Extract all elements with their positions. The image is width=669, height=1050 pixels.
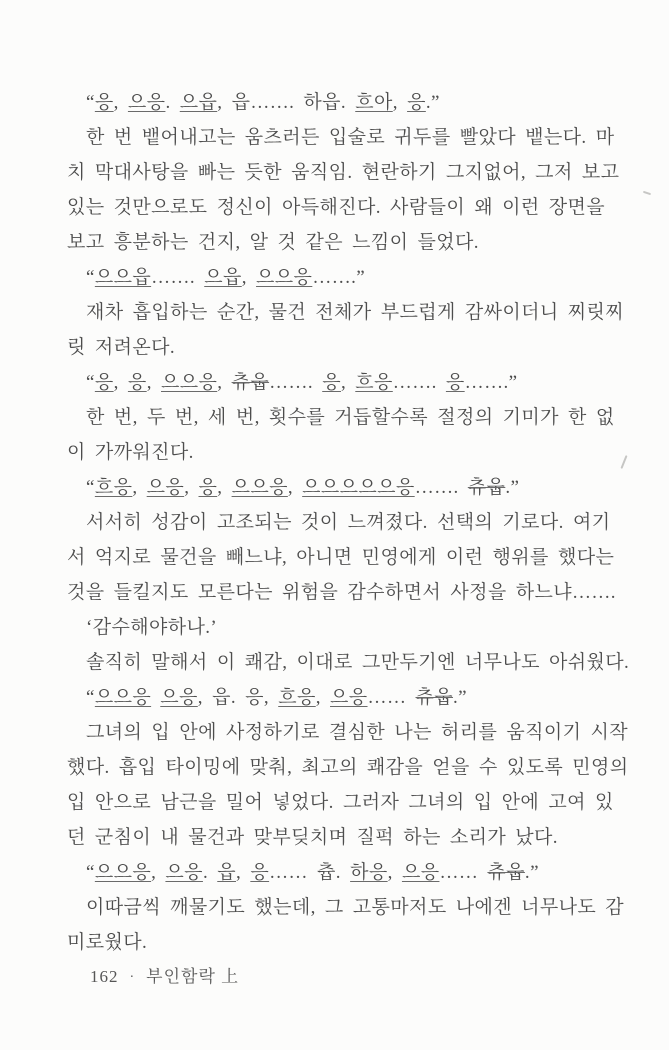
- text-line: [67, 540, 615, 575]
- emphasized-text: 츄웁: [415, 687, 454, 708]
- text-segment: ,: [287, 477, 303, 498]
- text-segment: ,: [151, 862, 166, 883]
- text-segment: “: [86, 92, 95, 113]
- page-footer: [90, 966, 239, 989]
- book-title: 부인함락 上: [146, 967, 240, 986]
- page-text: [67, 85, 630, 960]
- text-line: [67, 505, 615, 540]
- text-segment: …….: [392, 372, 446, 393]
- text-segment: ……: [439, 862, 488, 883]
- text-segment: .”: [524, 862, 539, 883]
- text-line: [67, 470, 615, 505]
- emphasized-text: 응: [407, 92, 426, 113]
- emphasized-text: 으응: [330, 687, 368, 708]
- text-line: [67, 855, 615, 890]
- emphasized-text: 으응: [127, 92, 166, 113]
- text-segment: ,: [113, 372, 128, 393]
- emphasized-text: 응: [250, 862, 270, 883]
- text-segment: ,: [387, 862, 402, 883]
- text-segment: .”: [505, 477, 520, 498]
- text-segment: 솔직히 말해서 이 쾌감, 이대로 그만두기엔 너무나도 아쉬웠다.: [86, 652, 630, 673]
- text-segment: ,: [184, 477, 199, 498]
- emphasized-text: 응: [127, 372, 147, 393]
- emphasized-text: 으응: [165, 862, 203, 883]
- text-line: [67, 190, 615, 225]
- text-segment: …….: [269, 372, 323, 393]
- text-segment: 있는 것만으로도 정신이 아득해진다. 사람들이 왜 이런 장면을: [67, 197, 606, 218]
- text-segment: , 읍……. 하읍.: [217, 92, 356, 113]
- text-line: [67, 715, 629, 750]
- emphasized-text: 으읍: [179, 92, 218, 113]
- text-line: [67, 400, 615, 435]
- emphasized-text: 흐아: [355, 92, 393, 113]
- emphasized-text: 으으읍: [94, 267, 152, 288]
- emphasized-text: 으으응: [231, 477, 288, 498]
- emphasized-text: 츄웁: [231, 372, 270, 393]
- emphasized-text: 흐응: [278, 687, 316, 708]
- text-segment: , 읍. 응,: [197, 687, 279, 708]
- text-line: [67, 435, 615, 470]
- text-segment: 재차 흡입하는 순간, 물건 전체가 부드럽게 감싸이더니 찌릿찌: [86, 302, 625, 323]
- text-line: [67, 225, 615, 260]
- emphasized-text: 응: [94, 372, 114, 393]
- text-segment: 이따금씩 깨물기도 했는데, 그 고통마저도 나에겐 너무나도 감: [86, 897, 625, 918]
- text-segment: 했다. 흡입 타이밍에 맞춰, 최고의 쾌감을 얻을 수 있도록 민영의: [67, 757, 629, 778]
- text-line: [67, 925, 615, 960]
- text-line: [67, 365, 615, 400]
- emphasized-text: 으으응: [256, 267, 313, 288]
- text-segment: …… 츕.: [269, 862, 351, 883]
- emphasized-text: 으응: [146, 477, 185, 498]
- text-segment: ,: [392, 92, 408, 113]
- text-segment: ,: [315, 687, 331, 708]
- scan-artifact: [620, 455, 627, 469]
- text-segment: “: [86, 267, 95, 288]
- text-segment: .”: [453, 687, 467, 708]
- text-segment: ……: [367, 687, 416, 708]
- footer-separator: ·: [129, 970, 136, 985]
- text-segment: 던 군침이 내 물건과 맞부딪치며 질퍽 하는 소리가 났다.: [67, 827, 558, 848]
- text-line: [67, 155, 620, 190]
- text-segment: …….: [151, 267, 205, 288]
- emphasized-text: 으으응: [94, 687, 152, 708]
- text-line: [67, 610, 615, 645]
- emphasized-text: 응: [94, 92, 114, 113]
- emphasized-text: 츄웁: [487, 862, 525, 883]
- emphasized-text: 응: [322, 372, 341, 393]
- emphasized-text: 으으응: [94, 862, 152, 883]
- text-line: [67, 820, 615, 855]
- text-segment: 그녀의 입 안에 사정하기로 결심한 나는 허리를 움직이기 시작: [86, 722, 629, 743]
- text-line: [67, 750, 629, 785]
- text-segment: 보고 흥분하는 건지, 알 것 같은 느낌이 들었다.: [67, 232, 479, 253]
- text-line: [67, 85, 615, 120]
- text-segment: .”: [425, 92, 440, 113]
- emphasized-text: 으응: [160, 687, 198, 708]
- text-line: [67, 120, 615, 155]
- text-segment: ,: [241, 267, 257, 288]
- emphasized-text: 응: [445, 372, 465, 393]
- text-segment: 치 막대사탕을 빠는 듯한 움직임. 현란하기 그지없어, 그저 보고: [67, 162, 620, 183]
- emphasized-text: 흐응: [355, 372, 393, 393]
- text-line: [67, 295, 625, 330]
- text-segment: 서 억지로 물건을 빼느냐, 아니면 민영에게 이런 행위를 했다는: [67, 547, 615, 568]
- text-segment: .: [165, 92, 180, 113]
- text-segment: 입 안으로 남근을 밀어 넣었다. 그러자 그녀의 입 안에 고여 있: [67, 792, 614, 813]
- text-segment: “: [86, 372, 95, 393]
- text-segment: .: [202, 862, 218, 883]
- text-segment: “: [86, 477, 95, 498]
- emphasized-text: 흐응: [94, 477, 133, 498]
- text-line: [67, 645, 630, 680]
- page-number: 162: [90, 967, 119, 986]
- text-segment: 이 가까워진다.: [67, 442, 194, 463]
- text-segment: ,: [236, 862, 251, 883]
- text-line: [67, 330, 615, 365]
- text-segment: ,: [217, 372, 232, 393]
- emphasized-text: 응: [198, 477, 218, 498]
- text-segment: …….: [414, 477, 468, 498]
- emphasized-text: 하응: [350, 862, 388, 883]
- text-segment: ,: [113, 92, 128, 113]
- text-segment: 한 번, 두 번, 세 번, 횟수를 거듭할수록 절정의 기미가 한 없: [86, 407, 615, 428]
- text-line: [67, 575, 615, 610]
- text-line: [67, 890, 625, 925]
- emphasized-text: 츄웁: [467, 477, 506, 498]
- text-segment: …….”: [312, 267, 366, 288]
- text-segment: ‘감수해야하나.’: [86, 617, 218, 638]
- text-segment: ,: [340, 372, 356, 393]
- emphasized-text: 으으으으으응: [302, 477, 415, 498]
- emphasized-text: 으응: [401, 862, 440, 883]
- text-segment: [151, 687, 160, 708]
- text-segment: ,: [146, 372, 161, 393]
- scan-artifact: [643, 191, 651, 195]
- text-segment: 것을 들킬지도 모른다는 위험을 감수하면서 사정을 하느냐…….: [67, 582, 616, 603]
- text-segment: ,: [217, 477, 232, 498]
- emphasized-text: 읍: [217, 862, 237, 883]
- text-segment: ,: [132, 477, 147, 498]
- text-line: [67, 680, 615, 715]
- text-segment: 서서히 성감이 고조되는 것이 느껴졌다. 선택의 기로다. 여기: [86, 512, 611, 533]
- text-segment: 릿 저려온다.: [67, 337, 176, 358]
- text-segment: “: [86, 687, 95, 708]
- text-segment: “: [86, 862, 95, 883]
- text-segment: …….”: [464, 372, 518, 393]
- text-segment: 한 번 뱉어내고는 움츠러든 입술로 귀두를 빨았다 뱉는다. 마: [86, 127, 615, 148]
- text-segment: 미로웠다.: [67, 932, 148, 953]
- emphasized-text: 으읍: [204, 267, 242, 288]
- emphasized-text: 으으응: [161, 372, 218, 393]
- text-line: [67, 785, 615, 820]
- text-line: [67, 260, 615, 295]
